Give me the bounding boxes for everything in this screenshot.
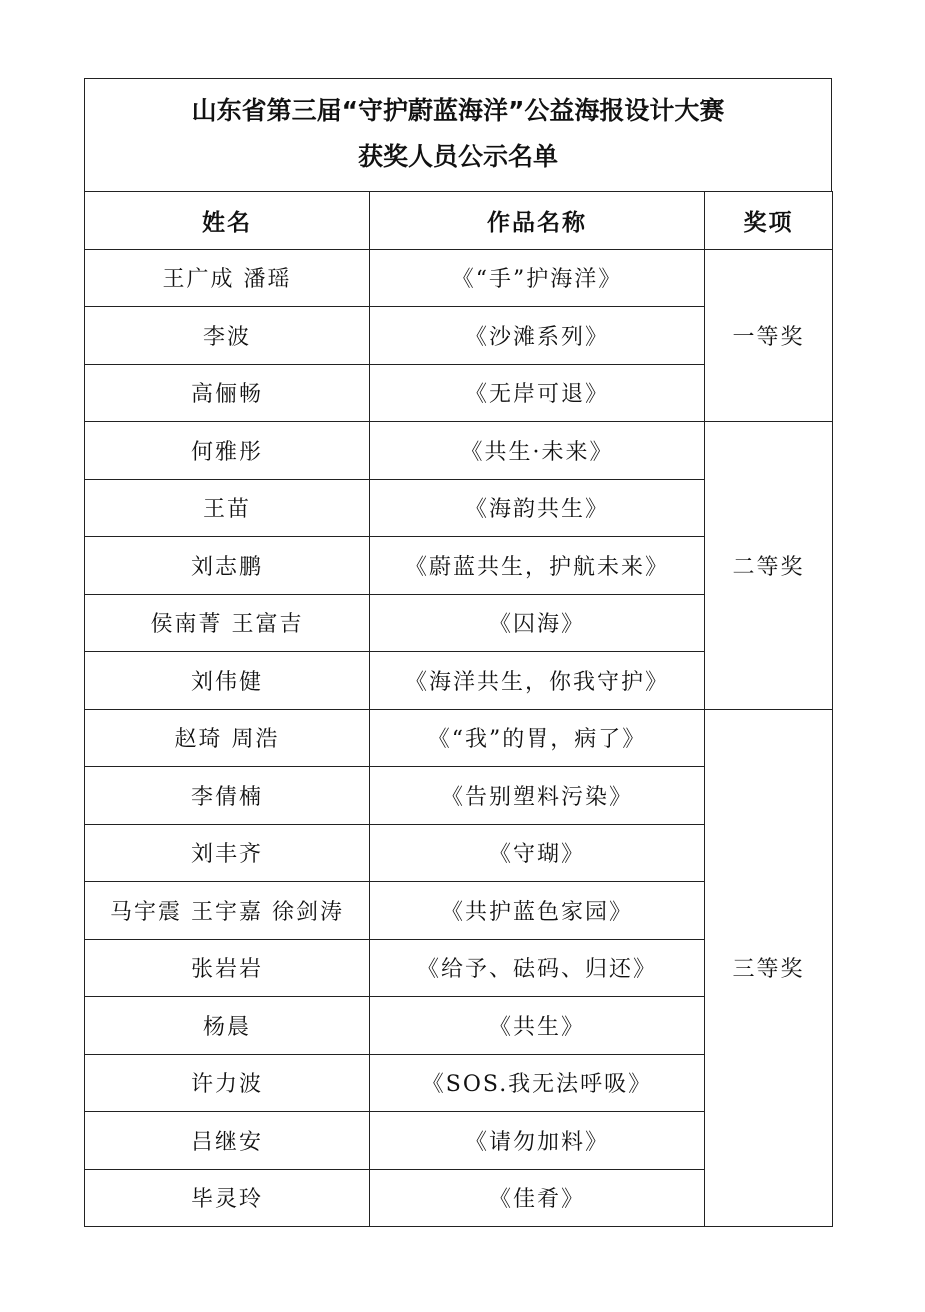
work-title-cell: 《共生》 bbox=[370, 997, 705, 1055]
winner-name-cell: 侯南菁 王富吉 bbox=[85, 594, 370, 652]
table-body bbox=[85, 249, 833, 1227]
winner-name-cell: 马宇震 王宇嘉 徐剑涛 bbox=[85, 882, 370, 940]
award-table bbox=[84, 191, 833, 1227]
work-title-cell: 《无岸可退》 bbox=[370, 364, 705, 422]
work-title-cell: 《囚海》 bbox=[370, 594, 705, 652]
header-name: 姓名 bbox=[85, 192, 370, 250]
table-row bbox=[85, 422, 833, 480]
work-title-cell: 《告别塑料污染》 bbox=[370, 767, 705, 825]
winner-name-cell: 吕继安 bbox=[85, 1112, 370, 1170]
award-level-cell: 一等奖 bbox=[705, 249, 833, 422]
work-title-cell: 《海韵共生》 bbox=[370, 479, 705, 537]
award-level-cell: 二等奖 bbox=[705, 422, 833, 710]
title-box bbox=[84, 78, 832, 191]
document-title: 山东省第三届“守护蔚蓝海洋”公益海报设计大赛 bbox=[191, 96, 725, 125]
header-work: 作品名称 bbox=[370, 192, 705, 250]
award-list-document bbox=[84, 78, 832, 1227]
work-title-cell: 《给予、砝码、归还》 bbox=[370, 939, 705, 997]
work-title-cell: 《蔚蓝共生，护航未来》 bbox=[370, 537, 705, 595]
winner-name-cell: 王广成 潘瑶 bbox=[85, 249, 370, 307]
document-subtitle: 获奖人员公示名单 bbox=[357, 142, 558, 171]
winner-name-cell: 张岩岩 bbox=[85, 939, 370, 997]
work-title-cell: 《请勿加料》 bbox=[370, 1112, 705, 1170]
winner-name-cell: 刘志鹏 bbox=[85, 537, 370, 595]
winner-name-cell: 毕灵玲 bbox=[85, 1169, 370, 1227]
header-award: 奖项 bbox=[705, 192, 833, 250]
award-level-cell: 三等奖 bbox=[705, 709, 833, 1227]
winner-name-cell: 李波 bbox=[85, 307, 370, 365]
winner-name-cell: 高俪畅 bbox=[85, 364, 370, 422]
work-title-cell: 《海洋共生，你我守护》 bbox=[370, 652, 705, 710]
work-title-cell: 《共护蓝色家园》 bbox=[370, 882, 705, 940]
winner-name-cell: 刘伟健 bbox=[85, 652, 370, 710]
winner-name-cell: 许力波 bbox=[85, 1054, 370, 1112]
work-title-cell: 《守瑚》 bbox=[370, 824, 705, 882]
work-title-cell: 《“手”护海洋》 bbox=[370, 249, 705, 307]
winner-name-cell: 赵琦 周浩 bbox=[85, 709, 370, 767]
work-title-cell: 《共生·未来》 bbox=[370, 422, 705, 480]
work-title-cell: 《“我”的胃，病了》 bbox=[370, 709, 705, 767]
work-title-cell: 《佳肴》 bbox=[370, 1169, 705, 1227]
winner-name-cell: 刘丰齐 bbox=[85, 824, 370, 882]
winner-name-cell: 王苗 bbox=[85, 479, 370, 537]
winner-name-cell: 李倩楠 bbox=[85, 767, 370, 825]
table-row bbox=[85, 709, 833, 767]
table-header-row bbox=[85, 192, 833, 250]
winner-name-cell: 何雅彤 bbox=[85, 422, 370, 480]
work-title-cell: 《SOS.我无法呼吸》 bbox=[370, 1054, 705, 1112]
winner-name-cell: 杨晨 bbox=[85, 997, 370, 1055]
work-title-cell: 《沙滩系列》 bbox=[370, 307, 705, 365]
table-row bbox=[85, 249, 833, 307]
